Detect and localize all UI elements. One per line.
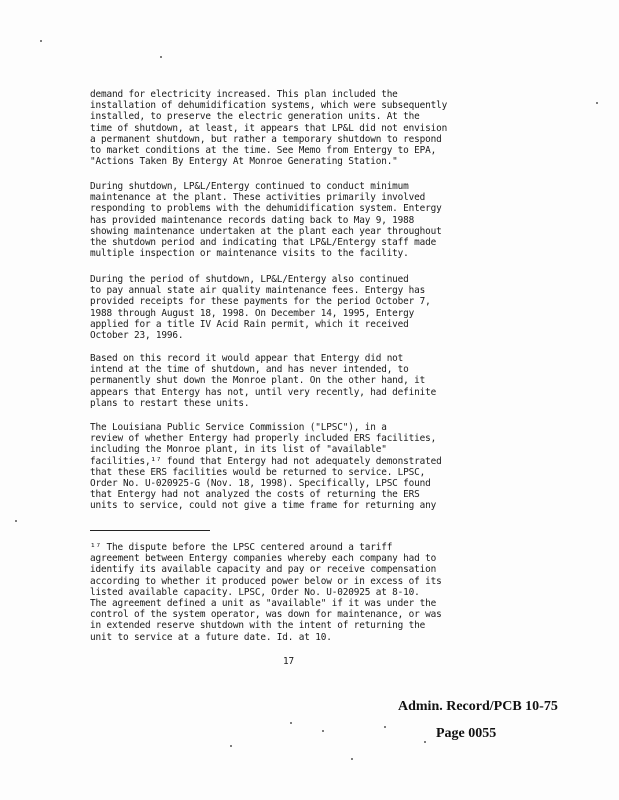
text-line: that Entergy had not analyzed the costs of returning the ERS — [90, 489, 420, 501]
paragraph-intent — [90, 353, 510, 409]
text-line: to pay annual state air quality maintenance fees. Entergy has — [90, 285, 426, 297]
text-line: appears that Entergy has not, until very recently, had definite — [90, 386, 437, 398]
text-line: the shutdown period and indicating that LP&L/Entergy staff made — [90, 237, 437, 249]
text-line: listed available capacity. LPSC, Order No. U-020925 at 8-10. — [90, 586, 420, 598]
scan-speck — [160, 56, 162, 58]
text-line: has provided maintenance records dating back to May 9, 1988 — [90, 214, 415, 226]
text-line: plans to restart these units. — [90, 397, 250, 409]
text-line: permanently shut down the Monroe plant. On the other hand, it — [90, 375, 426, 387]
text-line: showing maintenance undertaken at the plant each year throughout — [90, 225, 442, 237]
text-line: in extended reserve shutdown with the intent of returning the — [90, 620, 426, 632]
text-line: according to whether it produced power below or in excess of its — [90, 575, 442, 587]
scan-speck — [596, 102, 598, 104]
text-line: Order No. U-020925-G (Nov. 18, 1998). Specifically, LPSC found — [90, 478, 431, 490]
text-line: responding to problems with the dehumidification system. Entergy — [90, 203, 442, 215]
text-line: to market conditions at the time. See Memo from Entergy to EPA, — [90, 145, 437, 157]
text-line: multiple inspection or maintenance visits to the facility. — [90, 248, 409, 260]
text-line: ¹⁷ The dispute before the LPSC centered around a tariff — [90, 542, 393, 553]
text-line: installed, to preserve the electric generation units. At the — [90, 111, 420, 123]
text-line: The agreement defined a unit as "available" if it was under the — [90, 598, 437, 610]
footnote-17 — [90, 542, 510, 643]
text-line: including the Monroe plant, in its list of "available" — [90, 444, 387, 456]
text-line: intend at the time of shutdown, and has never intended, to — [90, 364, 409, 376]
text-line: demand for electricity increased. This plan included the — [90, 89, 398, 100]
text-line: The Louisiana Public Service Commission ("LPSC"), in a — [90, 422, 387, 433]
text-line: unit to service at a future date. Id. at 10. — [90, 631, 332, 643]
paragraph-shutdown-plan — [90, 89, 510, 167]
text-line: "Actions Taken By Entergy At Monroe Generating Station." — [90, 156, 398, 168]
scan-speck — [424, 741, 426, 743]
scan-speck — [40, 40, 42, 42]
page-number: 17 — [283, 656, 294, 667]
text-line: applied for a title IV Acid Rain permit, which it received — [90, 318, 409, 330]
scan-speck — [351, 758, 353, 760]
paragraph-fees — [90, 274, 510, 341]
scan-speck — [230, 745, 232, 747]
scan-speck — [384, 726, 386, 728]
text-line: that these ERS facilities would be returned to service. LPSC, — [90, 466, 426, 478]
text-line: During the period of shutdown, LP&L/Entergy also continued — [90, 274, 409, 285]
paragraph-lpsc-review — [90, 422, 510, 512]
scan-speck — [15, 520, 17, 522]
admin-record-stamp: Admin. Record/PCB 10-75 — [398, 699, 558, 714]
text-line: review of whether Entergy had properly included ERS facilities, — [90, 433, 437, 445]
paragraph-maintenance — [90, 181, 510, 259]
text-line: October 23, 1996. — [90, 330, 184, 342]
page-stamp: Page 0055 — [436, 726, 497, 741]
text-line: installation of dehumidification systems, which were subsequently — [90, 100, 448, 112]
footnote-separator — [90, 530, 210, 531]
text-line: time of shutdown, at least, it appears that LP&L did not envision — [90, 122, 448, 134]
text-line: provided receipts for these payments for the period October 7, — [90, 296, 431, 308]
text-line: control of the system operator, was down for maintenance, or was — [90, 609, 442, 621]
text-line: units to service, could not give a time frame for returning any — [90, 500, 437, 512]
scan-speck — [322, 730, 324, 732]
text-line: agreement between Entergy companies whereby each company had to — [90, 553, 437, 565]
text-line: facilities,¹⁷ found that Entergy had not adequately demonstrated — [90, 455, 442, 467]
text-line: During shutdown, LP&L/Entergy continued to conduct minimum — [90, 181, 409, 192]
scan-speck — [290, 722, 292, 724]
text-line: a permanent shutdown, but rather a temporary shutdown to respond — [90, 133, 442, 145]
text-line: maintenance at the plant. These activities primarily involved — [90, 192, 426, 204]
text-line: 1988 through August 18, 1998. On December 14, 1995, Entergy — [90, 307, 415, 319]
text-line: identify its available capacity and pay or receive compensation — [90, 564, 437, 576]
text-line: Based on this record it would appear that Entergy did not — [90, 353, 404, 364]
